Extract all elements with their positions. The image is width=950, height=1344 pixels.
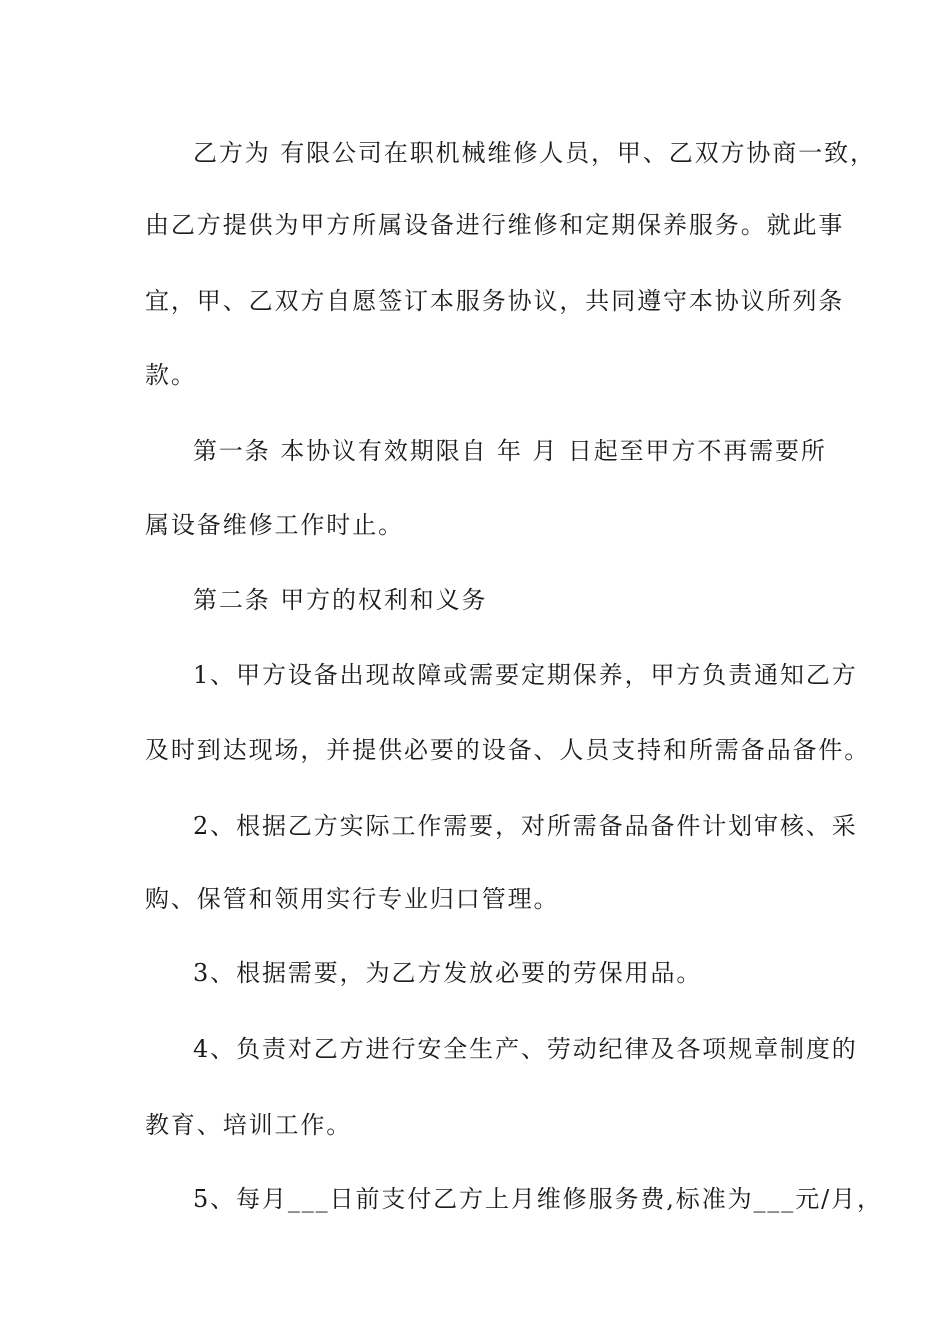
clause-5-line-1: 5、每月___日前支付乙方上月维修服务费,标准为___元/月， (193, 1185, 883, 1213)
clause-4-line-1: 4、负责对乙方进行安全生产、劳动纪律及各项规章制度的 (193, 1035, 858, 1063)
article-1-line-1: 第一条 本协议有效期限自 年 月 日起至甲方不再需要所 (193, 437, 827, 465)
clause-4-line-2: 教育、培训工作。 (145, 1111, 353, 1139)
article-1-line-2: 属设备维修工作时止。 (145, 511, 404, 539)
paragraph-intro-line-1: 乙方为 有限公司在职机械维修人员，甲、乙双方协商一致， (193, 139, 876, 167)
paragraph-intro-line-3: 宜，甲、乙双方自愿签订本服务协议，共同遵守本协议所列条 (145, 287, 845, 315)
article-2-heading: 第二条 甲方的权利和义务 (193, 586, 488, 614)
clause-1-line-2: 及时到达现场，并提供必要的设备、人员支持和所需备品备件。 (145, 736, 871, 764)
clause-3-line-1: 3、根据需要，为乙方发放必要的劳保用品。 (193, 959, 703, 987)
clause-2-line-2: 购、保管和领用实行专业归口管理。 (145, 885, 560, 913)
clause-1-line-1: 1、甲方设备出现故障或需要定期保养，甲方负责通知乙方 (193, 661, 858, 689)
paragraph-intro-line-4: 款。 (145, 361, 197, 389)
paragraph-intro-line-2: 由乙方提供为甲方所属设备进行维修和定期保养服务。就此事 (145, 211, 845, 239)
clause-2-line-1: 2、根据乙方实际工作需要，对所需备品备件计划审核、采 (193, 812, 858, 840)
